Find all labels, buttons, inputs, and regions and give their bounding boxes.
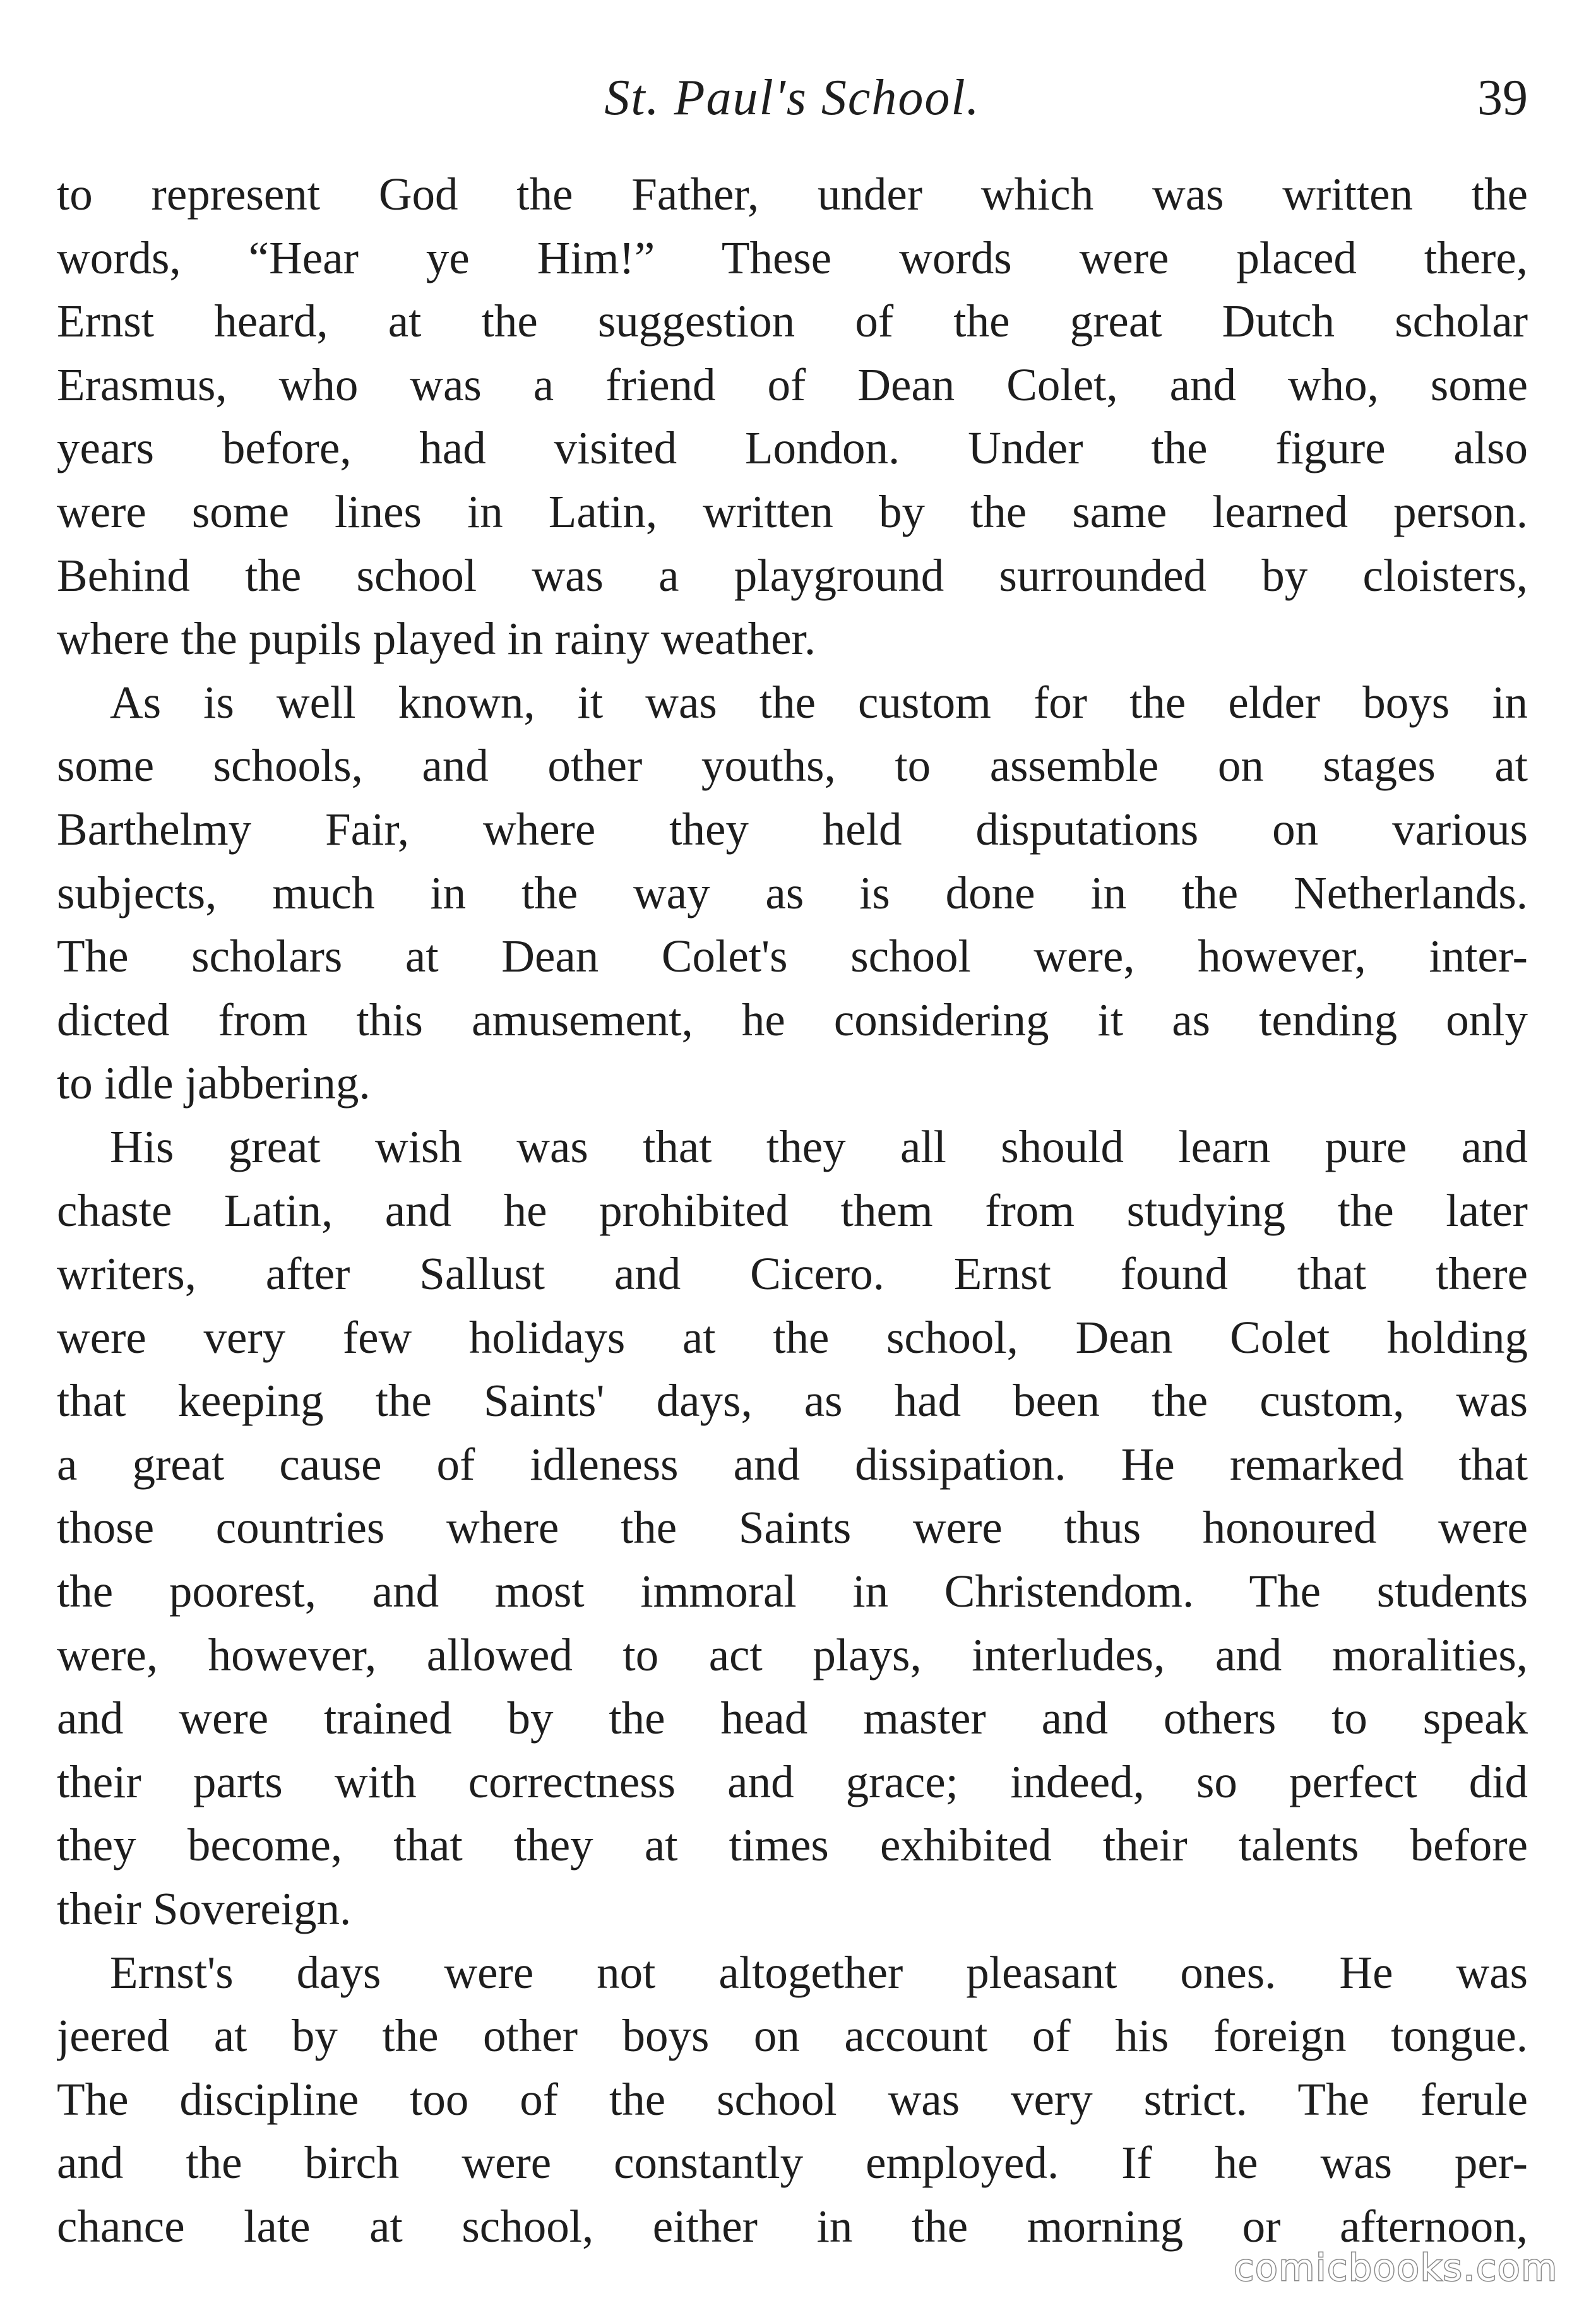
text-line: chaste Latin, and he prohibited them from studying the later bbox=[57, 1184, 1528, 1236]
page-number: 39 bbox=[1477, 70, 1528, 126]
text-line: and the birch were constantly employed. If he was per- bbox=[57, 2137, 1528, 2189]
text-line: Barthelmy Fair, where they held disputations on various bbox=[57, 803, 1528, 855]
text-line: were, however, allowed to act plays, interludes, and moralities, bbox=[57, 1629, 1528, 1680]
text-line: the poorest, and most immoral in Christendom. The students bbox=[57, 1566, 1528, 1617]
text-line: Ernst's days were not altogether pleasant ones. He was bbox=[110, 1946, 1528, 1998]
text-line: they become, that they at times exhibited their talents before bbox=[57, 1819, 1528, 1871]
text-line: The discipline too of the school was very strict. The ferule bbox=[57, 2073, 1528, 2125]
text-line: As is well known, it was the custom for the elder boys in bbox=[110, 676, 1528, 728]
text-line: were very few holidays at the school, Dean Colet holding bbox=[57, 1311, 1528, 1363]
paragraph bbox=[57, 671, 1528, 1115]
text-line: a great cause of idleness and dissipation. He remarked that bbox=[57, 1438, 1528, 1490]
text-line: where the pupils played in rainy weather. bbox=[57, 613, 816, 665]
text-line: words, “Hear ye Him!” These words were placed there, bbox=[57, 232, 1528, 283]
paragraph bbox=[57, 1115, 1528, 1941]
text-line: dicted from this amusement, he considering it as tending only bbox=[57, 994, 1528, 1045]
text-line: to represent God the Father, under which was written the bbox=[57, 169, 1528, 220]
running-header bbox=[57, 60, 1528, 136]
text-line: jeered at by the other boys on account of his foreign tongue. bbox=[57, 2010, 1528, 2062]
text-line: those countries where the Saints were thus honoured were bbox=[57, 1502, 1528, 1554]
text-line: and were trained by the head master and others to speak bbox=[57, 1692, 1528, 1744]
body-text bbox=[57, 163, 1528, 2259]
paragraph bbox=[57, 1941, 1528, 2259]
text-line: their Sovereign. bbox=[57, 1883, 352, 1935]
text-line: The scholars at Dean Colet's school were, however, inter- bbox=[57, 931, 1528, 982]
watermark: comicbooks.com bbox=[1234, 2246, 1558, 2289]
running-title: St. Paul's School. bbox=[604, 70, 980, 126]
text-line: were some lines in Latin, written by the same learned person. bbox=[57, 485, 1528, 537]
text-line: chance late at school, either in the morning or afternoon, bbox=[57, 2201, 1528, 2252]
text-line: His great wish was that they all should learn pure and bbox=[110, 1121, 1528, 1172]
text-line: that keeping the Saints' days, as had been the custom, was bbox=[57, 1375, 1528, 1427]
text-line: some schools, and other youths, to assemble on stages at bbox=[57, 740, 1528, 792]
text-line: years before, had visited London. Under the figure also bbox=[57, 422, 1528, 474]
text-line: to idle jabbering. bbox=[57, 1057, 371, 1109]
text-line: writers, after Sallust and Cicero. Ernst found that there bbox=[57, 1248, 1528, 1300]
text-line: subjects, much in the way as is done in the Netherlands. bbox=[57, 867, 1528, 919]
text-line: Erasmus, who was a friend of Dean Colet, and who, some bbox=[57, 359, 1528, 410]
text-line: their parts with correctness and grace; indeed, so perfect did bbox=[57, 1756, 1528, 1807]
text-line: Behind the school was a playground surrounded by cloisters, bbox=[57, 549, 1528, 601]
paragraph bbox=[57, 163, 1528, 671]
text-line: Ernst heard, at the suggestion of the great Dutch scholar bbox=[57, 295, 1528, 347]
